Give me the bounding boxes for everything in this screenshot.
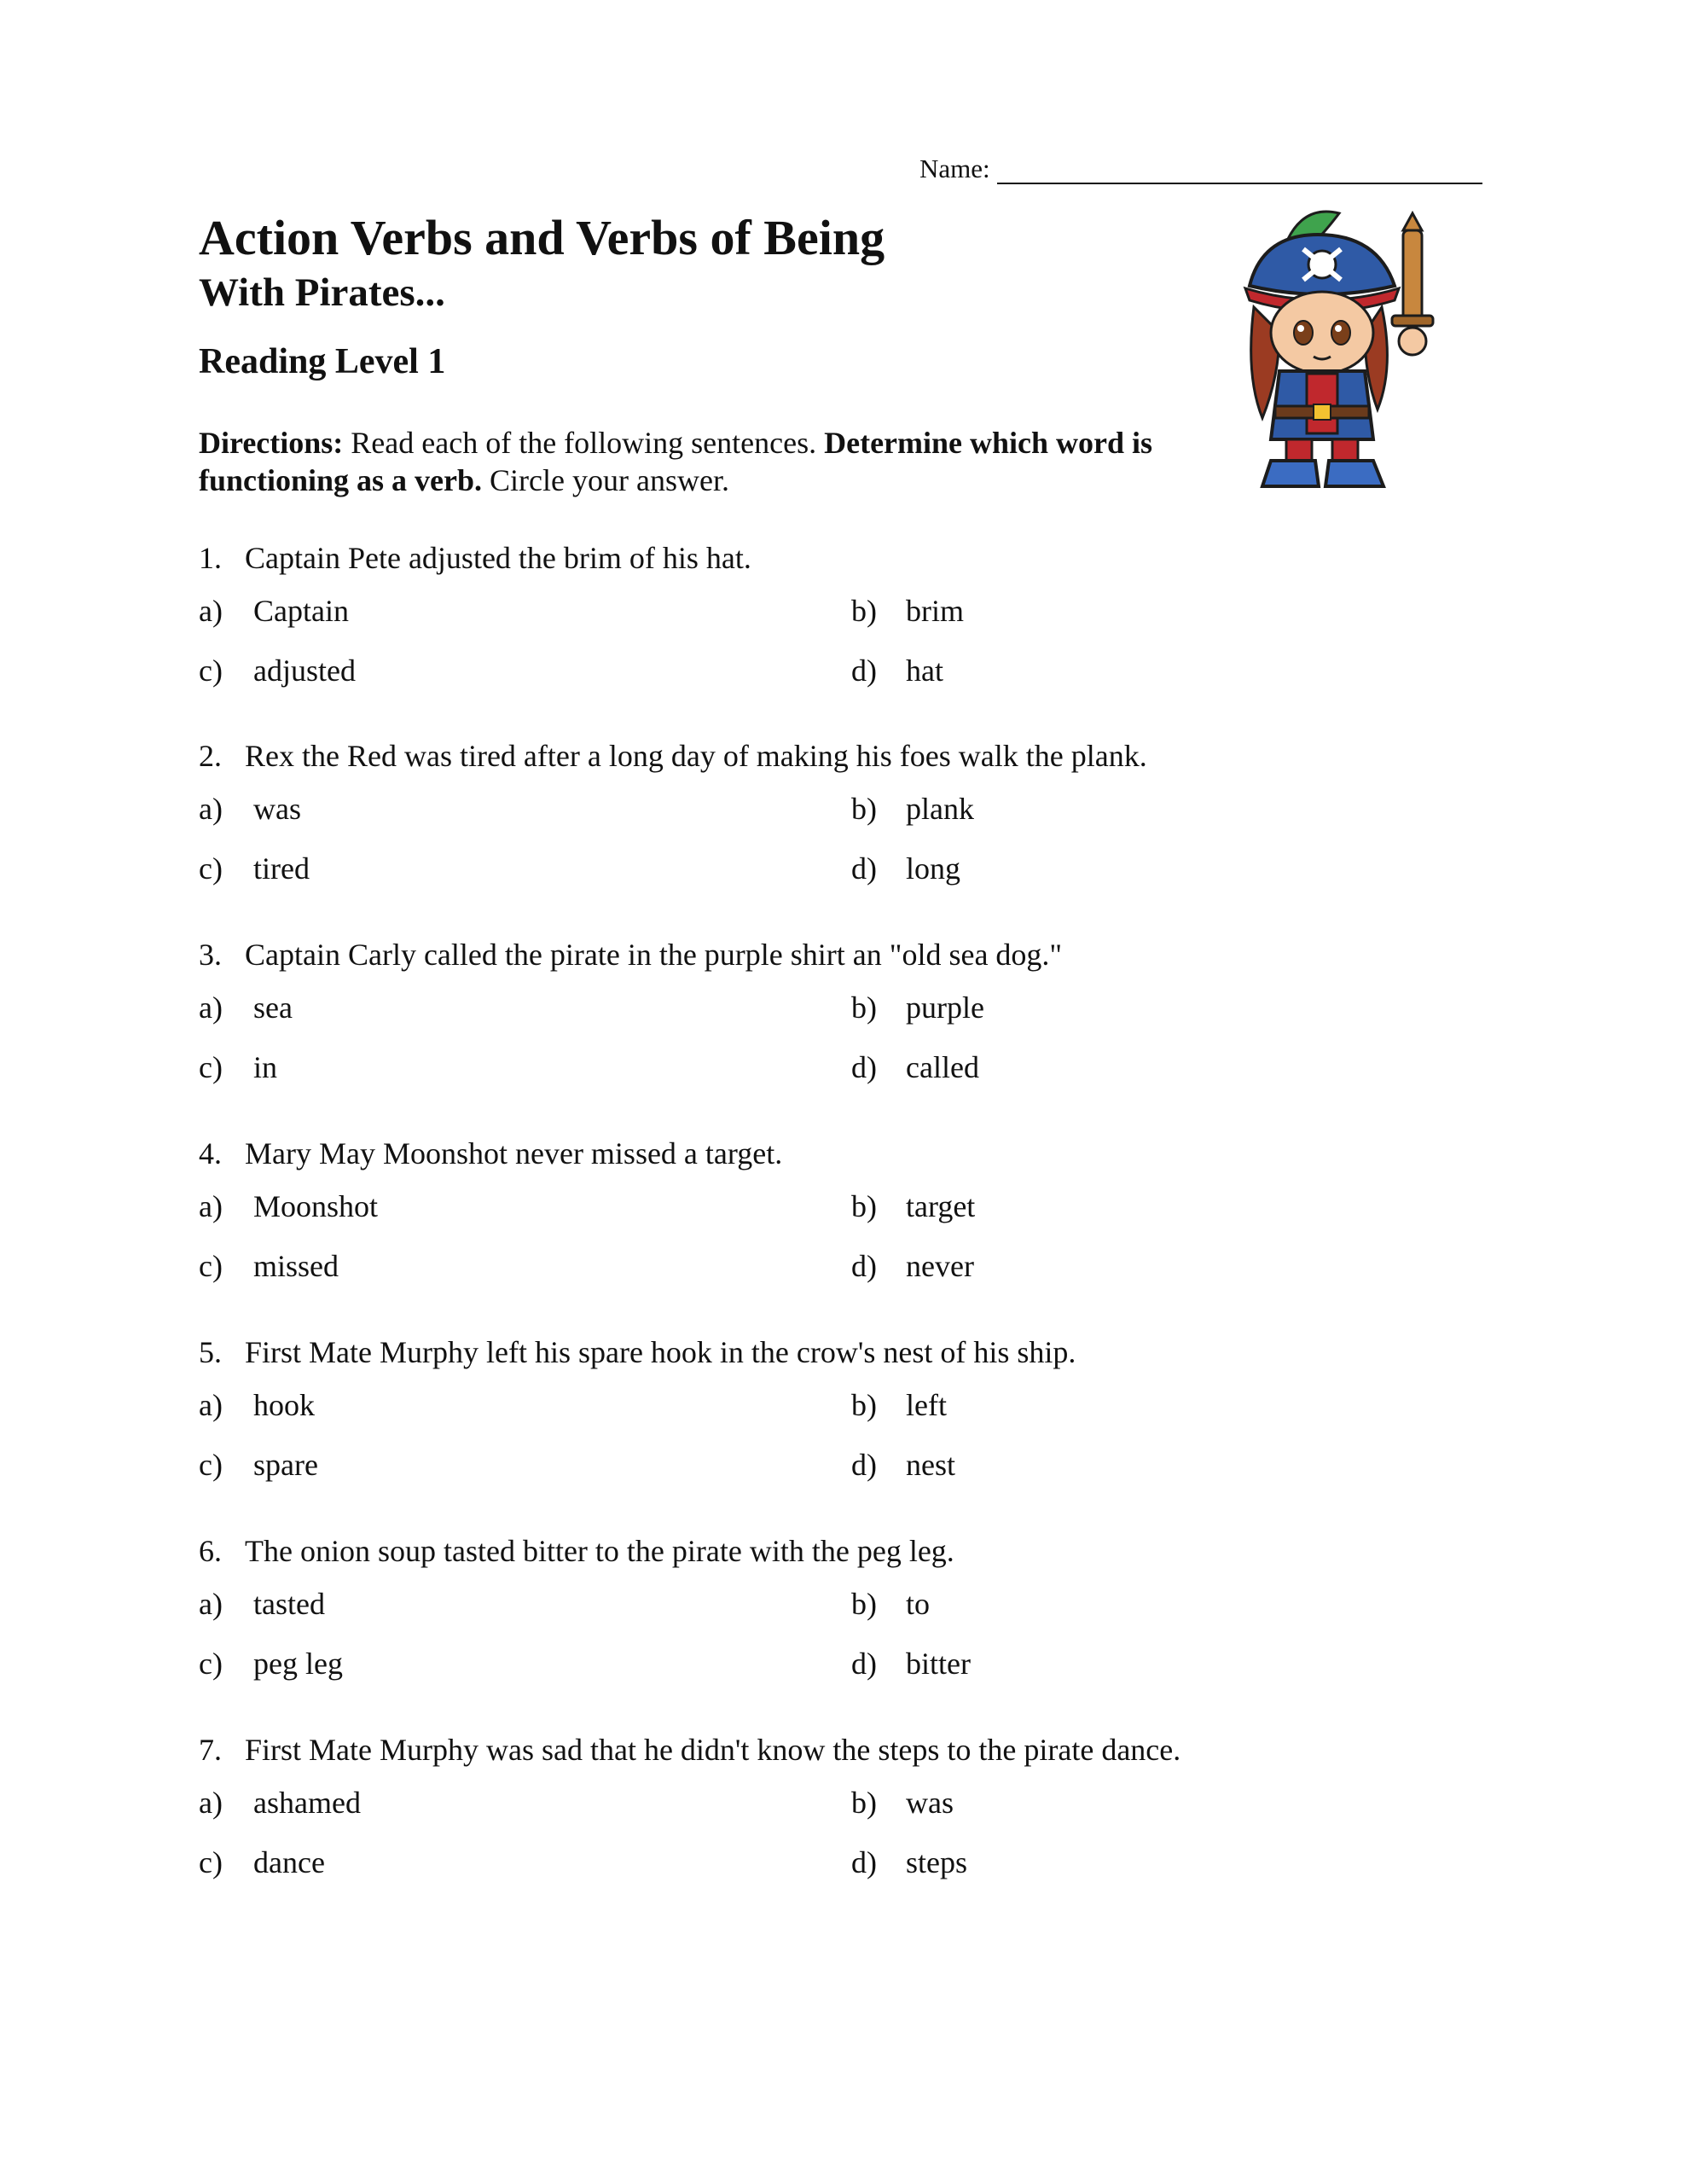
pirate-illustration (1228, 205, 1450, 495)
question-text (199, 737, 1529, 775)
option-letter: a) (199, 1189, 223, 1223)
option-c[interactable] (199, 1645, 343, 1682)
option-text: brim (906, 594, 964, 628)
option-c[interactable] (199, 1844, 325, 1881)
question-5 (199, 1333, 1529, 1506)
worksheet-title: Action Verbs and Verbs of Being (199, 210, 885, 265)
option-letter: c) (199, 851, 223, 886)
question-number: 7. (199, 1733, 222, 1767)
option-text: Moonshot (253, 1189, 379, 1223)
answer-options (199, 790, 1529, 909)
question-sentence: First Mate Murphy was sad that he didn't know the steps to the pirate dance. (245, 1733, 1181, 1767)
question-sentence: The onion soup tasted bitter to the pirate with the peg leg. (245, 1534, 954, 1568)
question-number: 3. (199, 938, 222, 972)
option-letter: b) (851, 990, 877, 1025)
question-1 (199, 539, 1529, 712)
answer-options (199, 1585, 1529, 1705)
directions-text-1: Read each of the following sentences. (343, 426, 825, 460)
question-text (199, 1731, 1529, 1769)
option-text: plank (906, 792, 974, 826)
answer-options (199, 592, 1529, 712)
option-text: nest (906, 1448, 955, 1482)
question-sentence: Mary May Moonshot never missed a target. (245, 1136, 783, 1170)
question-number: 2. (199, 739, 222, 773)
option-b[interactable] (851, 1585, 930, 1623)
option-letter: b) (851, 1189, 877, 1223)
option-letter: a) (199, 792, 223, 826)
option-text: left (906, 1388, 947, 1422)
answer-options (199, 1188, 1529, 1307)
option-letter: d) (851, 1448, 877, 1482)
directions-text-2: Circle your answer. (482, 463, 729, 497)
option-text: never (906, 1249, 974, 1283)
option-letter: c) (199, 1249, 223, 1283)
question-text (199, 539, 1529, 577)
option-letter: a) (199, 594, 223, 628)
option-letter: a) (199, 1388, 223, 1422)
option-text: was (906, 1786, 954, 1820)
question-7 (199, 1731, 1529, 1903)
option-c[interactable] (199, 850, 310, 887)
directions (199, 424, 1180, 499)
question-sentence: Captain Carly called the pirate in the purple shirt an "old sea dog." (245, 938, 1063, 972)
option-letter: b) (851, 1587, 877, 1621)
option-b[interactable] (851, 592, 964, 630)
question-4 (199, 1135, 1529, 1307)
option-text: in (253, 1050, 278, 1084)
option-text: called (906, 1050, 979, 1084)
option-letter: d) (851, 1050, 877, 1084)
reading-level: Reading Level 1 (199, 342, 446, 381)
option-d[interactable] (851, 1844, 967, 1881)
option-text: missed (253, 1249, 339, 1283)
option-text: spare (253, 1448, 318, 1482)
option-b[interactable] (851, 989, 984, 1026)
option-text: tired (253, 851, 310, 886)
option-letter: b) (851, 1388, 877, 1422)
option-text: hook (253, 1388, 315, 1422)
option-text: Captain (253, 594, 349, 628)
question-number: 1. (199, 541, 222, 575)
option-letter: d) (851, 1647, 877, 1681)
option-d[interactable] (851, 1446, 955, 1484)
option-letter: b) (851, 594, 877, 628)
option-text: dance (253, 1845, 325, 1879)
option-text: sea (253, 990, 293, 1025)
option-d[interactable] (851, 1247, 974, 1285)
option-b[interactable] (851, 1188, 975, 1225)
option-a[interactable] (199, 790, 301, 828)
option-letter: c) (199, 1647, 223, 1681)
option-letter: a) (199, 1786, 223, 1820)
option-text: was (253, 792, 301, 826)
option-text: target (906, 1189, 976, 1223)
option-a[interactable] (199, 1188, 378, 1225)
question-number: 4. (199, 1136, 222, 1170)
option-d[interactable] (851, 652, 943, 689)
worksheet-subtitle: With Pirates... (199, 270, 445, 315)
option-text: tasted (253, 1587, 325, 1621)
name-line[interactable] (997, 157, 1482, 184)
option-letter: d) (851, 1845, 877, 1879)
option-d[interactable] (851, 1645, 971, 1682)
option-a[interactable] (199, 1784, 361, 1821)
name-field[interactable] (919, 147, 1482, 184)
option-b[interactable] (851, 1386, 947, 1424)
question-text (199, 936, 1529, 973)
directions-label: Directions: (199, 426, 344, 460)
question-6 (199, 1532, 1529, 1705)
option-c[interactable] (199, 1048, 277, 1086)
option-text: peg leg (253, 1647, 343, 1681)
question-sentence: Captain Pete adjusted the brim of his hat. (245, 541, 751, 575)
option-letter: b) (851, 792, 877, 826)
option-letter: c) (199, 1050, 223, 1084)
option-a[interactable] (199, 1585, 325, 1623)
option-b[interactable] (851, 1784, 954, 1821)
option-letter: a) (199, 990, 223, 1025)
option-letter: b) (851, 1786, 877, 1820)
answer-options (199, 1784, 1529, 1903)
option-text: long (906, 851, 961, 886)
directions-bold: Determine which word is functioning as a verb. (199, 426, 1153, 497)
option-c[interactable] (199, 1247, 339, 1285)
question-sentence: Rex the Red was tired after a long day of making his foes walk the plank. (245, 739, 1147, 773)
option-letter: c) (199, 1448, 223, 1482)
name-label: Name: (919, 154, 990, 183)
option-letter: d) (851, 653, 877, 688)
answer-options (199, 989, 1529, 1108)
option-a[interactable] (199, 592, 349, 630)
question-number: 6. (199, 1534, 222, 1568)
option-letter: c) (199, 1845, 223, 1879)
option-d[interactable] (851, 850, 960, 887)
option-text: adjusted (253, 653, 356, 688)
question-number: 5. (199, 1335, 222, 1369)
option-letter: a) (199, 1587, 223, 1621)
option-c[interactable] (199, 652, 356, 689)
question-3 (199, 936, 1529, 1108)
option-b[interactable] (851, 790, 974, 828)
option-letter: d) (851, 1249, 877, 1283)
option-d[interactable] (851, 1048, 979, 1086)
option-text: hat (906, 653, 943, 688)
option-text: to (906, 1587, 931, 1621)
option-text: ashamed (253, 1786, 361, 1820)
option-text: purple (906, 990, 984, 1025)
question-2 (199, 737, 1529, 909)
question-text (199, 1333, 1529, 1371)
option-letter: d) (851, 851, 877, 886)
option-text: steps (906, 1845, 967, 1879)
option-a[interactable] (199, 1386, 315, 1424)
answer-options (199, 1386, 1529, 1506)
option-letter: c) (199, 653, 223, 688)
question-text (199, 1135, 1529, 1172)
option-text: bitter (906, 1647, 971, 1681)
option-a[interactable] (199, 989, 293, 1026)
question-text (199, 1532, 1529, 1570)
question-sentence: First Mate Murphy left his spare hook in the crow's nest of his ship. (245, 1335, 1076, 1369)
option-c[interactable] (199, 1446, 318, 1484)
